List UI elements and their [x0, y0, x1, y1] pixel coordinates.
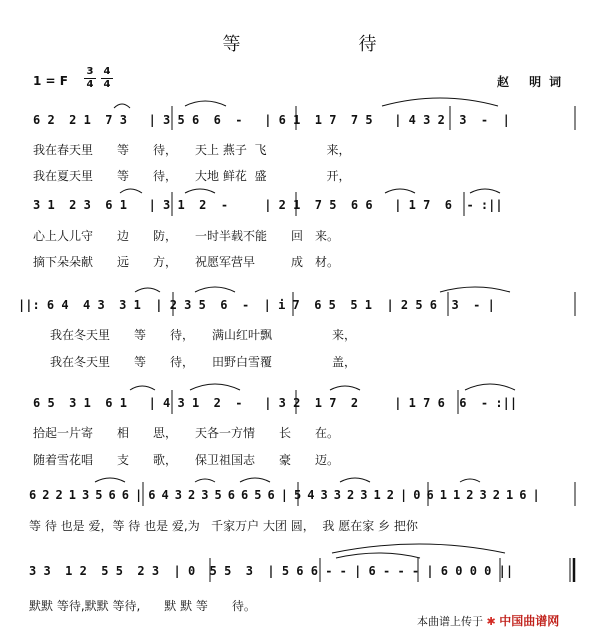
page-title: 等 待: [222, 34, 427, 55]
footer-credit: [417, 612, 559, 629]
key-signature: 1 = F: [33, 74, 68, 88]
footer-site[interactable]: 中国曲谱网: [499, 614, 560, 628]
lyrics-verse-1: 我在冬天里 等 待， 满山红叶飘 来，: [50, 328, 357, 342]
time-sig-top: 4: [103, 66, 111, 77]
time-sig-bottom: 4: [103, 79, 111, 90]
lyricist: 赵 明词: [497, 75, 570, 89]
time-signature-1: [84, 67, 96, 90]
lyrics-verse-1: 心上人儿守 边 防， 一时半载不能 回 来。: [33, 229, 340, 243]
notes-line: 6 2 2 1 3 5 6 6 | 6 4 3 2 3 5 6 6 5 6 | 5 4 3 3 2 3 1 2 | 0 6 1 1 2 3 2 1 6 |: [29, 488, 540, 502]
lyrics-verse-2: 我在冬天里 等 待， 田野白雪覆 盖，: [50, 355, 357, 369]
lyrics-verse-1: 拾起一片寄 相 思， 天各一方情 长 在。: [33, 426, 340, 440]
notes-line: 6 2 2 1 7 3 | 3 5 6 6 - | 6 1 1 7 7 5 | 4 3 2 3 - |: [33, 113, 510, 127]
notes-line: 6 5 3 1 6 1 | 4 3 1 2 - | 3 2 1 7 2 | 1 7 6 6 - :||: [33, 396, 518, 410]
lyrics-verse-1: 默默 等待,默默 等待, 默 默 等 待。: [29, 599, 256, 613]
time-signature-2: [101, 67, 113, 90]
lyrics-verse-1: 等 待 也是 爱，等 待 也是 爱,为 千家万户 大团 圆， 我 愿在家 乡 把你: [29, 519, 418, 533]
lyrics-verse-1: 我在春天里 等 待， 天上 燕子 飞 来，: [33, 143, 351, 157]
time-sig-top: 3: [86, 66, 94, 77]
time-sig-bottom: 4: [86, 79, 94, 90]
lyrics-verse-2: 随着雪花唱 支 歌， 保卫祖国志 豪 迈。: [33, 453, 340, 467]
site-logo-icon: ✱: [486, 615, 496, 628]
notes-line: ||: 6 4 4 3 3 1 | 2 3 5 6 - | i 7 6 5 5 1 | 2 5 6 3 - |: [18, 298, 495, 312]
notes-line: 3 3 1 2 5 5 2 3 | 0 5 5 3 | 5 6 6 - - | 6 - - - | 6 0 0 0 ||: [29, 564, 514, 578]
notes-line: 3 1 2 3 6 1 | 3 1 2 - | 2 1 7 5 6 6 | 1 7 6 - :||: [33, 198, 503, 212]
lyrics-verse-2: 摘下朵朵献 远 方， 祝愿军营早 成 材。: [33, 255, 340, 269]
footer-prefix: 本曲谱上传于: [417, 615, 483, 628]
lyrics-verse-2: 我在夏天里 等 待， 大地 鲜花 盛 开，: [33, 169, 351, 183]
